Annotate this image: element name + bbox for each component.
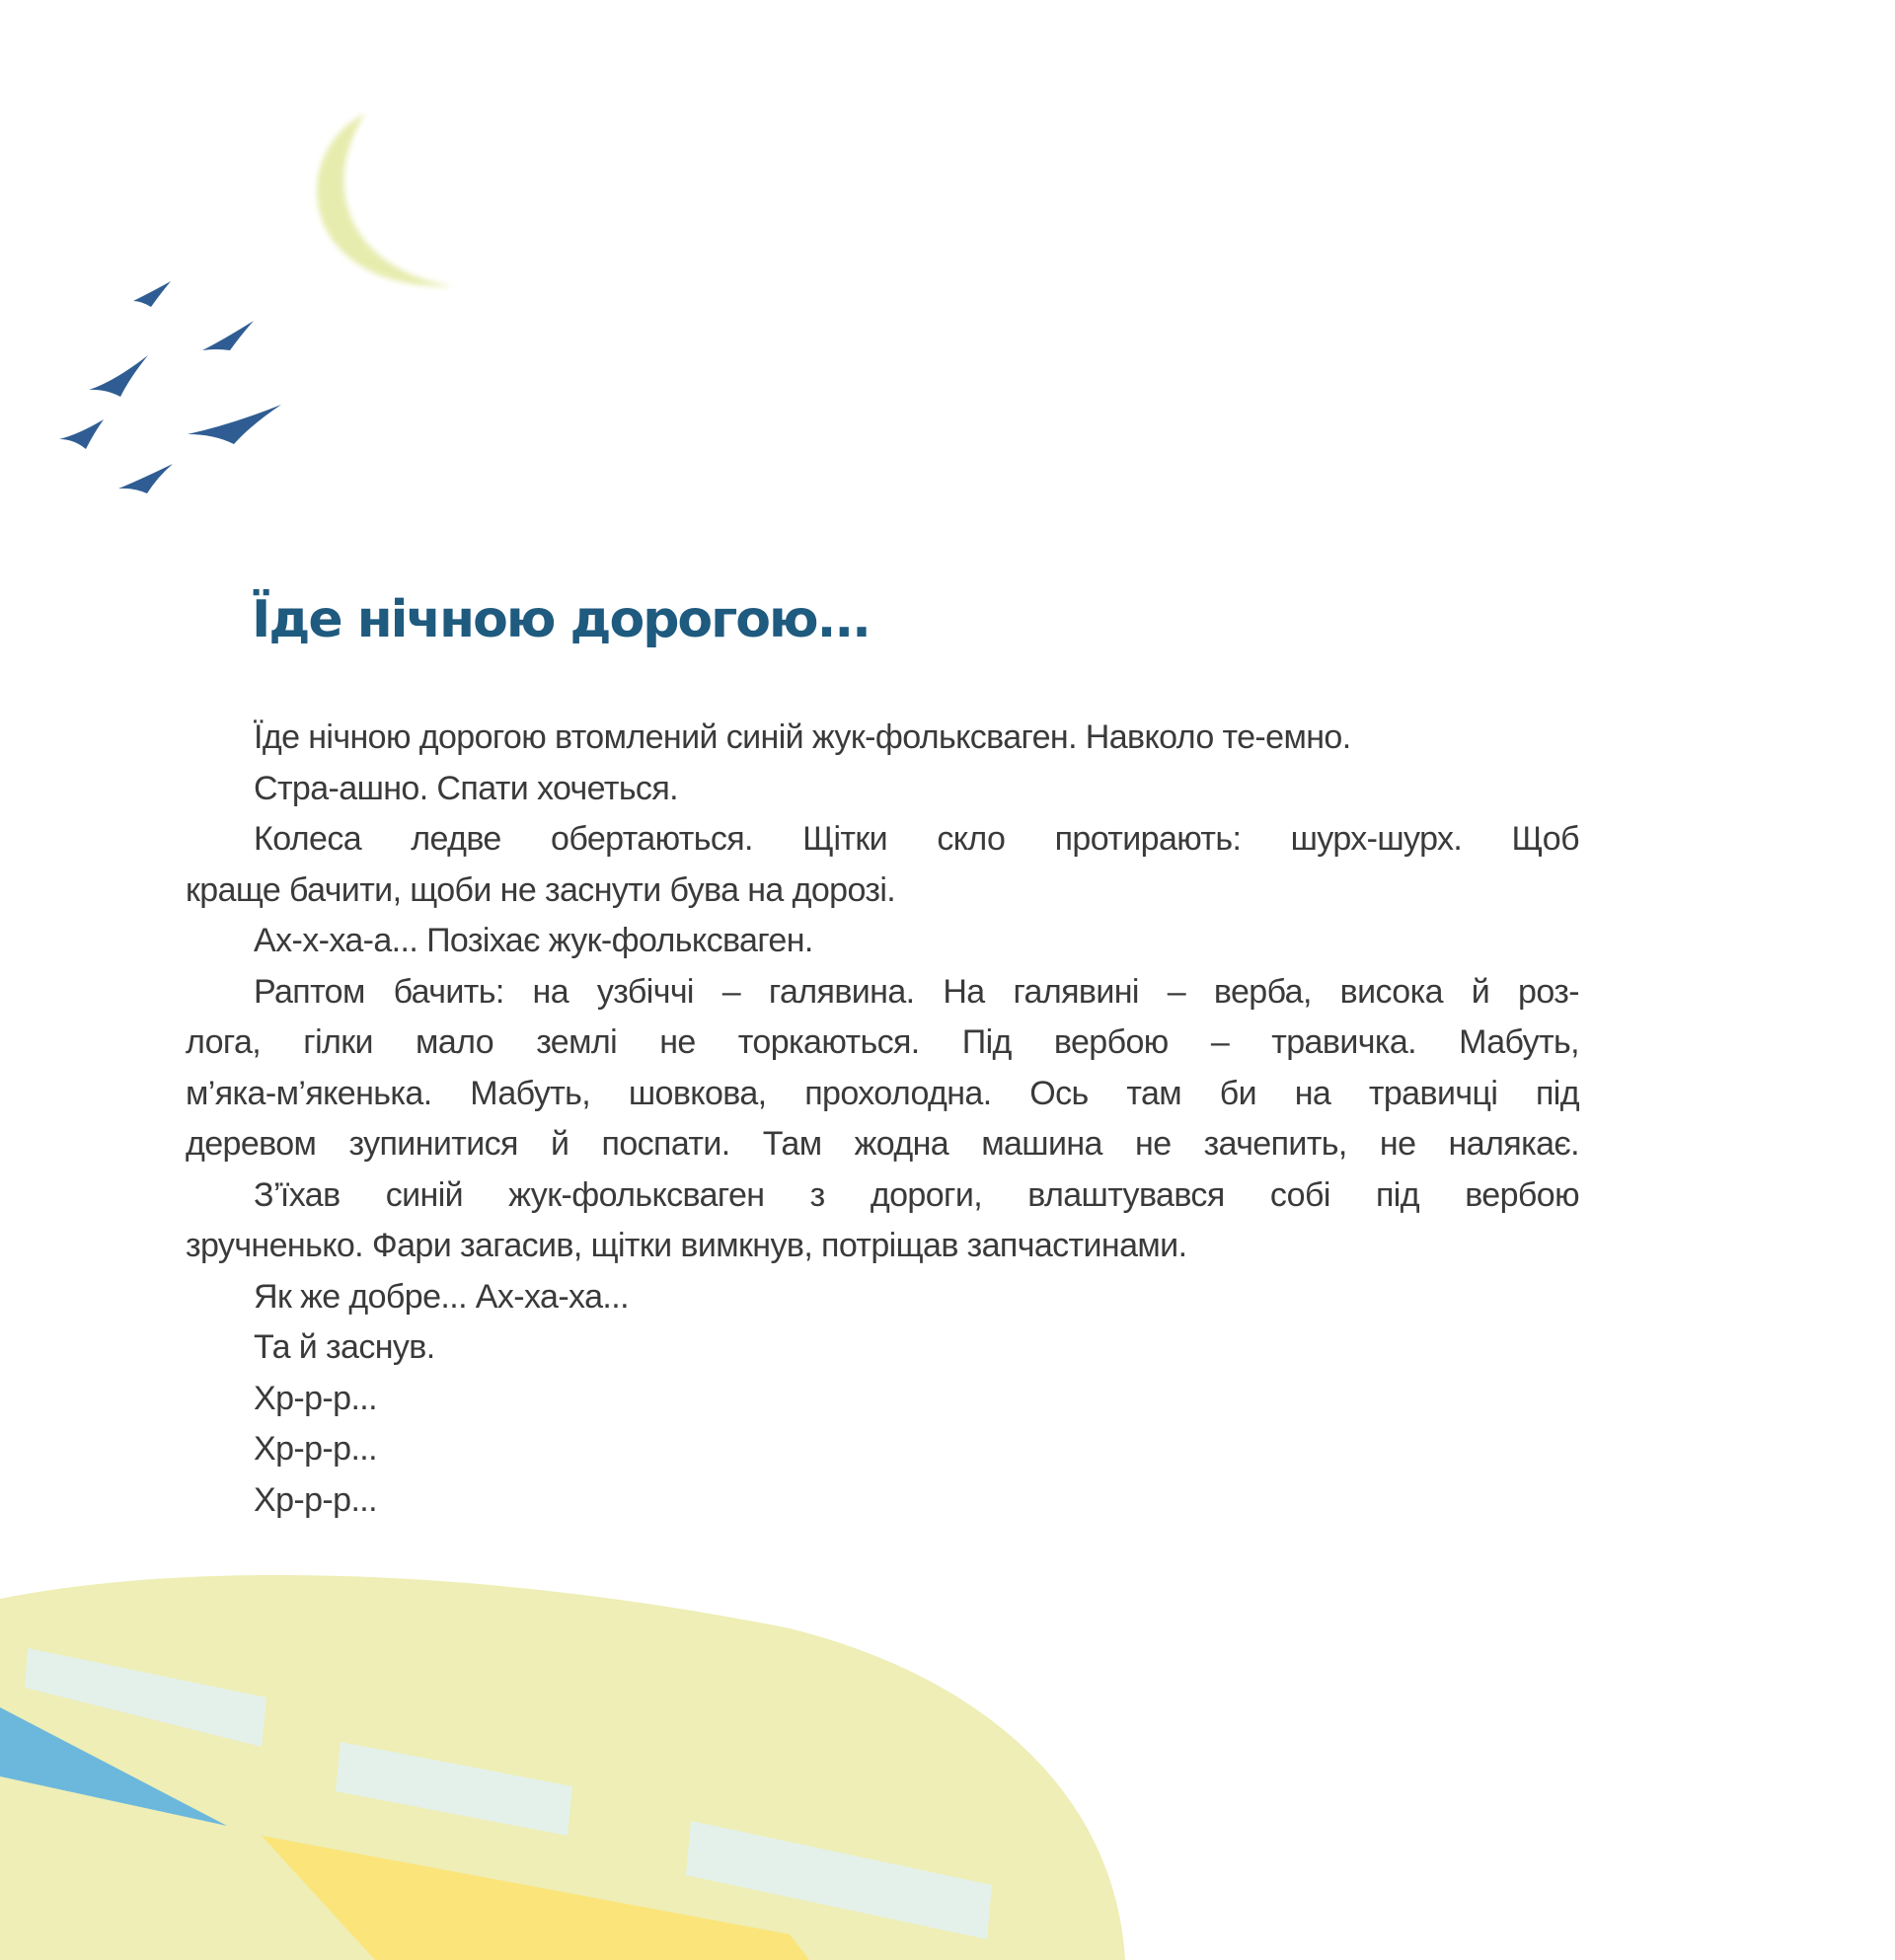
bird-icon: [133, 281, 171, 307]
paragraph: [186, 1475, 1579, 1527]
text-line: лога, гілки мало землі не торкаються. Під вербою – травичка. Мабуть,: [186, 1023, 1579, 1061]
hill-illustration: [0, 1540, 1184, 1960]
text-line: Та й заснув.: [254, 1328, 435, 1366]
birds-illustration: [54, 266, 301, 503]
paragraph: [186, 1272, 1579, 1323]
paragraph: [186, 1322, 1579, 1374]
moon-illustration: [276, 104, 474, 311]
text-line: деревом зупинитися й поспати. Там жодна машина не зачепить, не налякає.: [186, 1125, 1579, 1163]
bird-icon: [89, 355, 148, 397]
bird-icon: [202, 321, 254, 350]
text-line: Раптом бачить: на узбіччі – галявина. На галявині – верба, висока й роз-: [254, 972, 1579, 1011]
text-line: Їде нічною дорогою втомлений синій жук-фольксваген. Навколо те-емно.: [254, 718, 1351, 756]
text-line: зручненько. Фари загасив, щітки вимкнув, потріщав запчастинами.: [186, 1227, 1187, 1264]
paragraph: [186, 916, 1579, 967]
text-line: Ах-х-ха-а... Позіхає жук-фольксваген.: [254, 922, 813, 959]
paragraph: [186, 1374, 1579, 1425]
paragraph: [186, 713, 1579, 764]
text-line: Стра-ашно. Спати хочеться.: [254, 769, 678, 807]
paragraph: [186, 967, 1579, 1170]
story-text: [186, 713, 1579, 1526]
text-line: Хр-р-р...: [254, 1430, 377, 1468]
paragraph: [186, 764, 1579, 815]
text-line: Як же добре... Ах-ха-ха...: [254, 1277, 629, 1316]
text-line: Колеса ледве обертаються. Щітки скло протирають: шурх-шурх. Щоб: [254, 820, 1579, 858]
text-line: Хр-р-р...: [254, 1480, 377, 1519]
bird-icon: [118, 464, 173, 493]
paragraph: [186, 814, 1579, 916]
bird-icon: [59, 419, 104, 449]
paragraph: [186, 1424, 1579, 1475]
text-line: краще бачити, щоби не заснути бува на дорозі.: [186, 870, 896, 909]
text-line: З’їхав синій жук-фольксваген з дороги, влаштувався собі під вербою: [254, 1175, 1579, 1214]
paragraph: [186, 1170, 1579, 1272]
page-title: Їде нічною дорогою...: [252, 590, 870, 649]
text-line: Хр-р-р...: [254, 1379, 377, 1417]
bird-icon: [188, 405, 281, 444]
text-line: м’яка-м’якенька. Мабуть, шовкова, прохолодна. Ось там би на травичці під: [186, 1074, 1579, 1112]
